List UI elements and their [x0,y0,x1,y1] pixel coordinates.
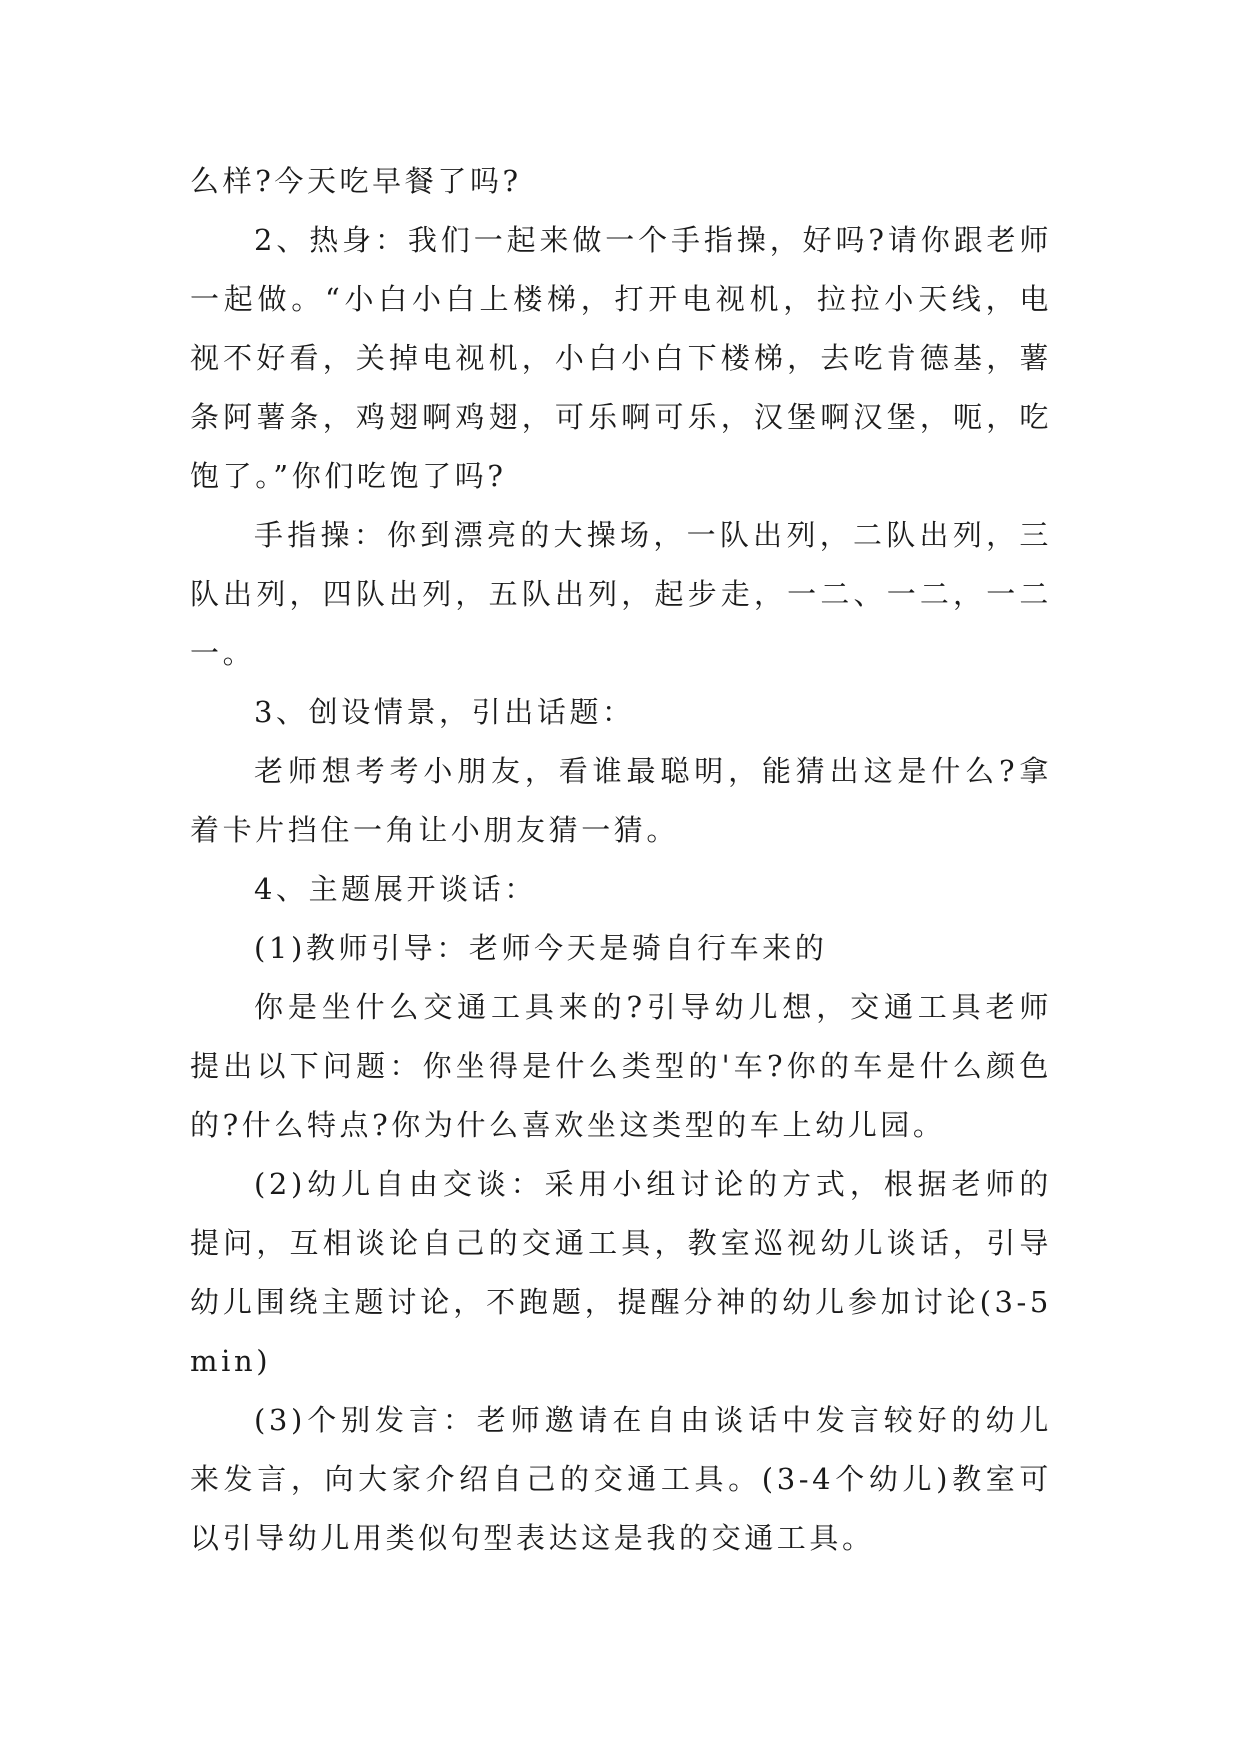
paragraph-3: 手指操：你到漂亮的大操场，一队出列，二队出列，三队出列，四队出列，五队出列，起步走，一二、一二，一二一。 [190,518,1052,670]
paragraph-9: (2)幼儿自由交谈：采用小组讨论的方式，根据老师的提问，互相谈论自己的交通工具，教室巡视幼儿谈话，引导幼儿围绕主题讨论，不跑题，提醒分神的幼儿参加讨论(3-5min) [190,1167,1052,1378]
paragraph-8: 你是坐什么交通工具来的?引导幼儿想，交通工具老师提出以下问题：你坐得是什么类型的'车?你的车是什么颜色的?什么特点?你为什么喜欢坐这类型的车上幼儿园。 [190,990,1052,1142]
paragraph-2: 2、热身：我们一起来做一个手指操，好吗?请你跟老师一起做。“小白小白上楼梯，打开电视机，拉拉小天线，电视不好看，关掉电视机，小白小白下楼梯，去吃肯德基，薯条阿薯条，鸡翅啊鸡翅，可乐啊可乐，汉堡啊汉堡，呃，吃饱了。”你们吃饱了吗? [190,223,1052,493]
paragraph-4: 3、创设情景，引出话题： [254,695,635,729]
paragraph-6: 4、主题展开谈话： [254,872,537,906]
document-body [190,152,1052,1568]
paragraph-5: 老师想考考小朋友，看谁最聪明，能猜出这是什么?拿着卡片挡住一角让小朋友猜一猜。 [190,754,1052,847]
paragraph-10: (3)个别发言：老师邀请在自由谈话中发言较好的幼儿来发言，向大家介绍自己的交通工具。(3-4个幼儿)教室可以引导幼儿用类似句型表达这是我的交通工具。 [190,1403,1052,1555]
paragraph-1: 么样?今天吃早餐了吗? [190,164,522,198]
paragraph-7: (1)教师引导：老师今天是骑自行车来的 [254,931,828,965]
